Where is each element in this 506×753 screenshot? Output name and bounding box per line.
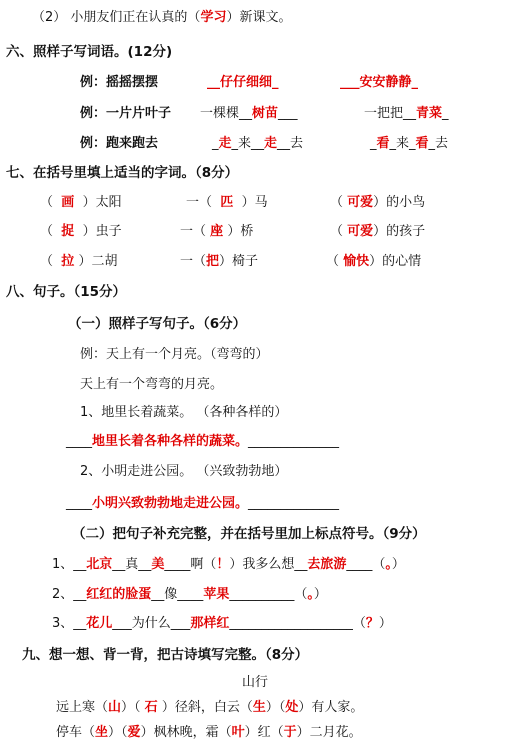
s8-question-2: 2、小明走进公园。 （兴致勃勃地）: [80, 464, 288, 479]
section-7-title: 七、在括号里填上适当的字词。（8分）: [6, 165, 239, 181]
s8-answer-2: ____小明兴致勃勃地走进公园。______________: [66, 496, 340, 511]
s8-complete-2: 2、__红红的脸蛋__像____苹果__________（。）: [52, 587, 327, 602]
s7-r2c2: 一（ 座 ）桥: [180, 224, 254, 239]
section-9-title: 九、想一想、背一背，把古诗填写完整。（8分）: [22, 647, 309, 663]
s7-r3c3: （ 愉快）的心情: [326, 254, 422, 269]
poem-line-2: 停车（坐）（爱）枫林晚，霜（叶）红（于）二月花。: [56, 725, 362, 740]
s7-r1c2: 一（ 匹 ）马: [186, 195, 268, 210]
item-2-line: （2） 小朋友们正在认真的（学习）新课文。: [32, 10, 292, 25]
s7-r3c1: （ 拉 ）二胡: [40, 254, 118, 269]
s6-row2-blank1: 一棵棵__树苗___: [200, 106, 298, 121]
s8-example-2: 天上有一个弯弯的月亮。: [80, 377, 224, 392]
s6-row1-answer2: ___安安静静_: [340, 75, 419, 90]
answer-xuexi: 学习: [200, 10, 227, 25]
poem-line-1: 远上寒（山）（ 石 ）径斜，白云（生）（处）有人家。: [56, 700, 364, 715]
s6-row-3: 例：跑来跑去: [80, 136, 159, 151]
s7-r3c2: 一（把）椅子: [180, 254, 259, 269]
s8-answer-1: ____地里长着各种各样的蔬菜。______________: [66, 434, 340, 449]
s8-complete-3: 3、__花儿___为什么___那样红___________________（？）: [52, 616, 392, 631]
s6-row2-blank2: 一把把__青菜_: [364, 106, 449, 121]
section-8-title: 八、句子。（15分）: [6, 284, 127, 300]
s8-complete-1: 1、__北京__真__美____啊（！）我多么想__去旅游____（。）: [52, 557, 405, 572]
s7-r1c1: （ 画 ）太阳: [40, 195, 122, 210]
s8-question-1: 1、地里长着蔬菜。 （各种各样的）: [80, 405, 288, 420]
s7-r1c3: （ 可爱）的小鸟: [330, 195, 426, 210]
s6-row1-answer1: __仔仔细细_: [207, 75, 279, 90]
poem-title: 山行: [242, 675, 269, 690]
s7-r2c3: （ 可爱）的孩子: [330, 224, 426, 239]
s6-row3-blank2: _看_来_看_去: [370, 136, 449, 151]
s6-row-2: 例：一片片叶子: [80, 106, 172, 121]
s6-row3-blank1: _走_来__走__去: [212, 136, 304, 151]
s8-sub1-title: （一）照样子写句子。（6分）: [68, 316, 247, 332]
s6-row-1: 例：摇摇摆摆: [80, 75, 159, 90]
s8-sub2-title: （二）把句子补充完整，并在括号里加上标点符号。（9分）: [72, 526, 426, 542]
section-6-title: 六、照样子写词语。(12分): [6, 44, 173, 60]
s7-r2c1: （ 捉 ）虫子: [40, 224, 122, 239]
s8-example-1: 例：天上有一个月亮。（弯弯的）: [80, 347, 269, 362]
